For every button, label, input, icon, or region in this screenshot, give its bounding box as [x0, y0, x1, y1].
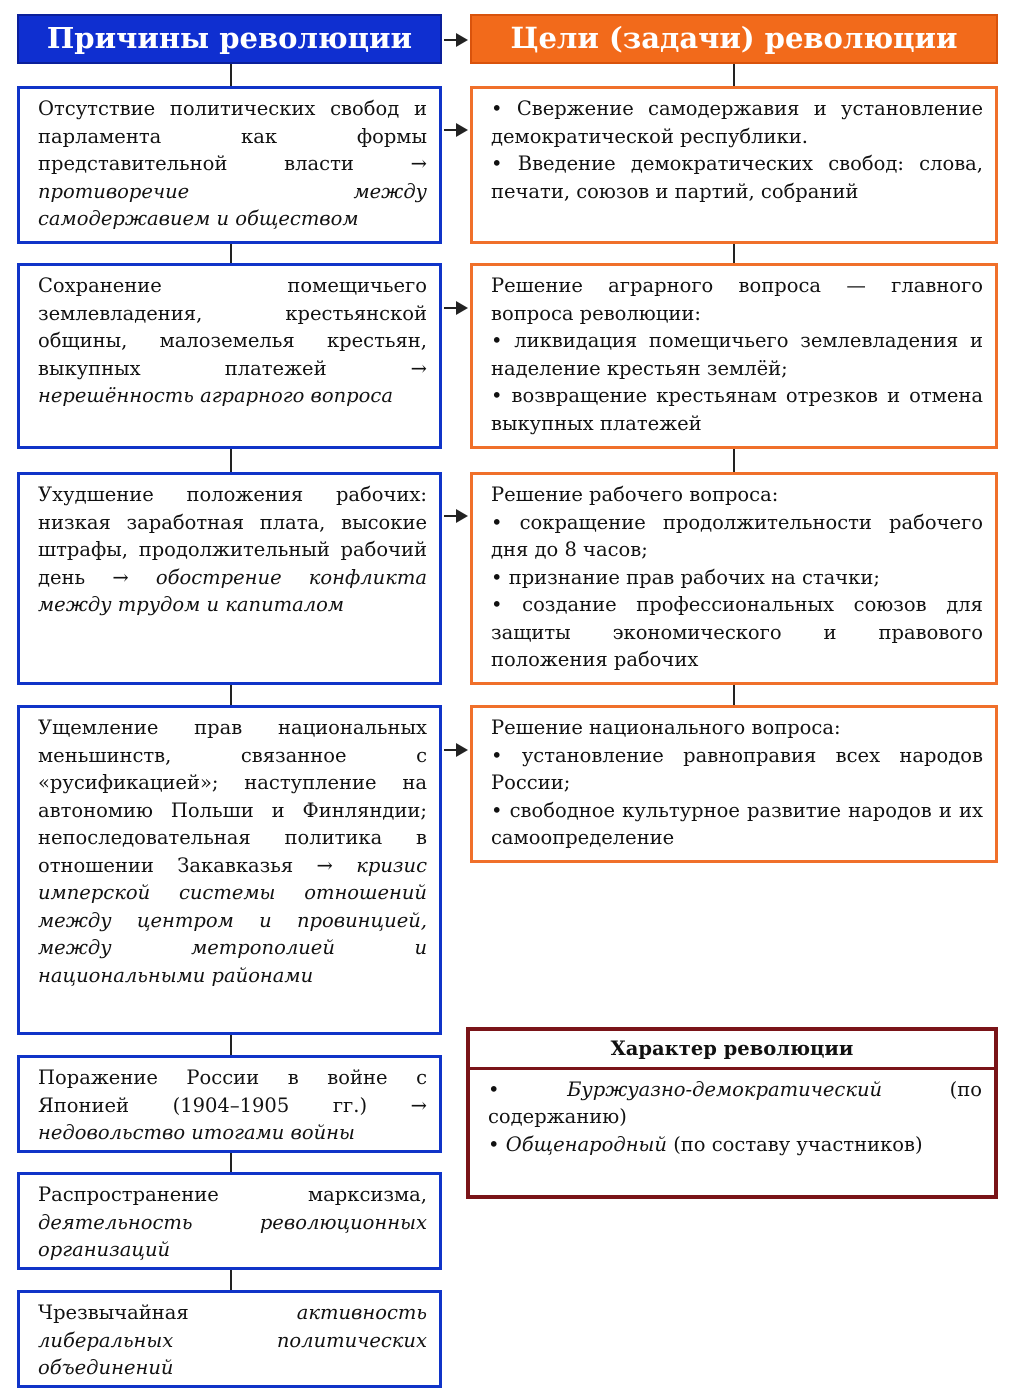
character-item-1-name: Буржуазно-демократический	[567, 1077, 883, 1101]
cause-box-1	[17, 86, 442, 244]
cause-3-text: Ухудшение положения рабочих: низкая заработная плата, высокие штрафы, продолжительный рабочий день →	[38, 483, 427, 589]
goal-box-3	[470, 472, 998, 685]
causes-header: Причины революции	[17, 14, 442, 64]
cause-5-consequence: недовольство итогами войны	[38, 1121, 355, 1144]
goal-1-line-2: • Введение демократических свобод: слова, печати, союзов и партий, собраний	[491, 152, 983, 203]
cause-7-consequence: активность либеральных политических объединений	[38, 1301, 427, 1379]
cause-4-text: Ущемление прав национальных меньшинств, связанное с «русификацией»; наступление на автономию Польши и Финляндии; непоследовательная политика в отношении Закавказья →	[38, 716, 427, 877]
cause-box-5	[17, 1055, 442, 1153]
character-title: Характер революции	[470, 1031, 994, 1070]
cause-6-consequence: деятельность революционных организаций	[38, 1210, 427, 1261]
cause-box-6	[17, 1172, 442, 1270]
cause-box-3	[17, 472, 442, 685]
cause-6-text: Распространение марксизма,	[38, 1183, 427, 1206]
goal-3-line-1: • сокращение продолжительности рабочего дня до 8 часов;	[491, 510, 983, 561]
goal-2-line-1: • ликвидация помещичьего землевладения и наделение крестьян землёй;	[491, 329, 983, 380]
cause-box-4	[17, 705, 442, 1035]
character-item-1: • Буржуазно-демократический (по содержанию)	[488, 1077, 983, 1128]
cause-2-consequence: нерешённость аграрного вопроса	[38, 384, 393, 407]
arrow-4	[444, 749, 466, 751]
goals-header: Цели (задачи) революции	[470, 14, 998, 64]
goal-4-heading: Решение национального вопроса:	[491, 716, 841, 739]
arrow-1	[444, 129, 466, 131]
goals-connector-4	[733, 685, 735, 707]
goal-3-line-2: • признание прав рабочих на стачки;	[491, 565, 880, 589]
goal-2-heading: Решение аграрного вопроса — главного вопроса революции:	[491, 274, 983, 325]
cause-box-7	[17, 1290, 442, 1388]
arrow-2	[444, 307, 466, 309]
goal-3-heading: Решение рабочего вопроса:	[491, 483, 779, 506]
goals-connector-2	[733, 243, 735, 263]
cause-4-consequence: кризис имперской системы отношений между центром и провинцией, между метрополией и национальными районами	[38, 853, 428, 987]
character-item-2-name: Общенародный	[505, 1132, 667, 1156]
goal-box-1	[470, 86, 998, 244]
goals-connector	[733, 64, 735, 86]
goal-4-line-2: • свободное культурное развитие народов и их самоопределение	[491, 798, 983, 849]
cause-2-text: Сохранение помещичьего землевладения, крестьянской общины, малоземелья крестьян, выкупных платежей →	[38, 274, 427, 380]
goal-4-line-1: • установление равноправия всех народов России;	[491, 743, 983, 794]
cause-1-consequence: противоречие между самодержавием и обществом	[38, 179, 427, 230]
character-item-2-note: (по составу участников)	[673, 1132, 923, 1156]
cause-7-text: Чрезвычайная	[38, 1301, 189, 1324]
character-item-1-note: (по содержанию)	[488, 1077, 983, 1128]
header-arrow	[444, 39, 466, 41]
goal-box-2	[470, 263, 998, 449]
goal-3-line-3: • создание профессиональных союзов для защиты экономического и правового положения рабочих	[491, 593, 983, 671]
arrow-3	[444, 515, 466, 517]
goal-2-line-2: • возвращение крестьянам отрезков и отмена выкупных платежей	[491, 384, 983, 435]
character-box	[466, 1027, 998, 1199]
cause-3-consequence: обострение конфликта между трудом и капиталом	[38, 565, 427, 616]
goals-connector-3	[733, 448, 735, 472]
goal-1-line-1: • Свержение самодержавия и установление демократической республики.	[491, 97, 983, 148]
goal-box-4	[470, 705, 998, 863]
cause-1-text: Отсутствие политических свобод и парламента как формы представительной власти →	[38, 97, 427, 175]
character-item-2: • Общенародный (по составу участников)	[488, 1132, 923, 1156]
cause-5-text: Поражение России в войне с Японией (1904–1905 гг.) →	[38, 1066, 427, 1117]
cause-box-2	[17, 263, 442, 449]
